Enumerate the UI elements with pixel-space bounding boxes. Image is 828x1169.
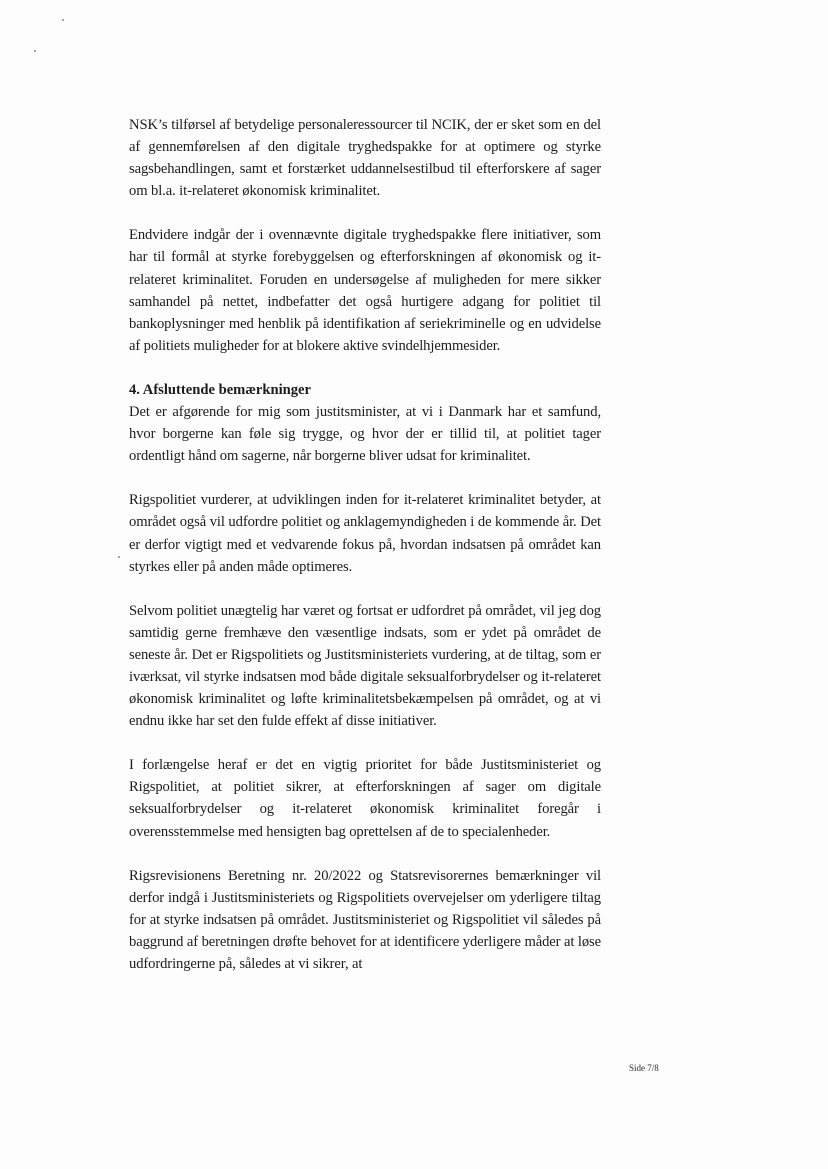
paragraph: Endvidere indgår der i ovennævnte digitale tryghedspakke flere initiativer, som har til formål at styrke forebyggelsen og efterforskningen af økonomisk og it-relateret kriminalitet. Foruden en undersøgelse af muligheden for mere sikker samhandel på nettet, indbefatter det også hurtigere adgang for politiet til bankoplysninger med henblik på identifikation af seriekriminelle og en udvidelse af politiets muligheder for at blokere aktive svindelhjemmesider. xyxy=(129,227,601,354)
page-number: Side 7/8 xyxy=(629,1063,659,1073)
paragraph: NSK’s tilførsel af betydelige personaleressourcer til NCIK, der er sket som en del af gennemførelsen af den digitale tryghedspakke for at optimere og styrke sagsbehandlingen, samt et forstærket uddannelsestilbud til efterforskere af sager om bl.a. it-relateret økonomisk kriminalitet. xyxy=(129,117,601,200)
paragraph: Selvom politiet unægtelig har været og fortsat er udfordret på området, vil jeg dog samtidig gerne fremhæve den væsentlige indsats, som er ydet på området de seneste år. Det er Rigspolitiets og Justitsministeriets vurdering, at de tiltag, som er iværksat, vil styrke indsatsen mod både digitale seksualforbrydelser og it-relateret økonomisk kriminalitet og løfte kriminalitetsbekæmpelsen på området, og at vi endnu ikke har set den fulde effekt af disse initiativer. xyxy=(129,602,601,730)
scan-speck xyxy=(34,50,36,52)
paragraph: Rigsrevisionens Beretning nr. 20/2022 og Statsrevisorernes bemærkninger vil derfor indgå i Justitsministeriets og Rigspolitiets overvejelser om yderligere tiltag for at styrke indsatsen på området. Justitsministeriet og Rigspolitiet vil således på baggrund af beretningen drøfte behovet for at identificere yderligere måder at løse udfordringerne på, således at vi sikrer, at xyxy=(129,867,601,972)
scan-speck xyxy=(62,19,64,21)
paragraph: I forlængelse heraf er det en vigtig prioritet for både Justitsministeriet og Rigspolitiet, at politiet sikrer, at efterforskningen af sager om digitale seksualforbrydelser og it-relateret økonomisk kriminalitet foregår i overensstemmelse med hensigten bag oprettelsen af de to specialenheder. xyxy=(129,757,601,840)
document-body xyxy=(129,114,601,997)
paragraph: Det er afgørende for mig som justitsminister, at vi i Danmark har et samfund, hvor borgerne kan føle sig trygge, og hvor der er tillid til, at politiet tager ordentligt hånd om sagerne, når borgerne bliver udsat for kriminalitet. xyxy=(129,404,601,465)
section-heading: 4. Afsluttende bemærkninger xyxy=(129,381,312,398)
scan-speck xyxy=(118,556,120,558)
paragraph: Rigspolitiet vurderer, at udviklingen inden for it-relateret kriminalitet betyder, at området også vil udfordre politiet og anklagemyndigheden i de kommende år. Det er derfor vigtigt med et vedvarende fokus på, hvordan indsatsen på området kan styrkes eller på anden måde optimeres. xyxy=(129,492,601,575)
